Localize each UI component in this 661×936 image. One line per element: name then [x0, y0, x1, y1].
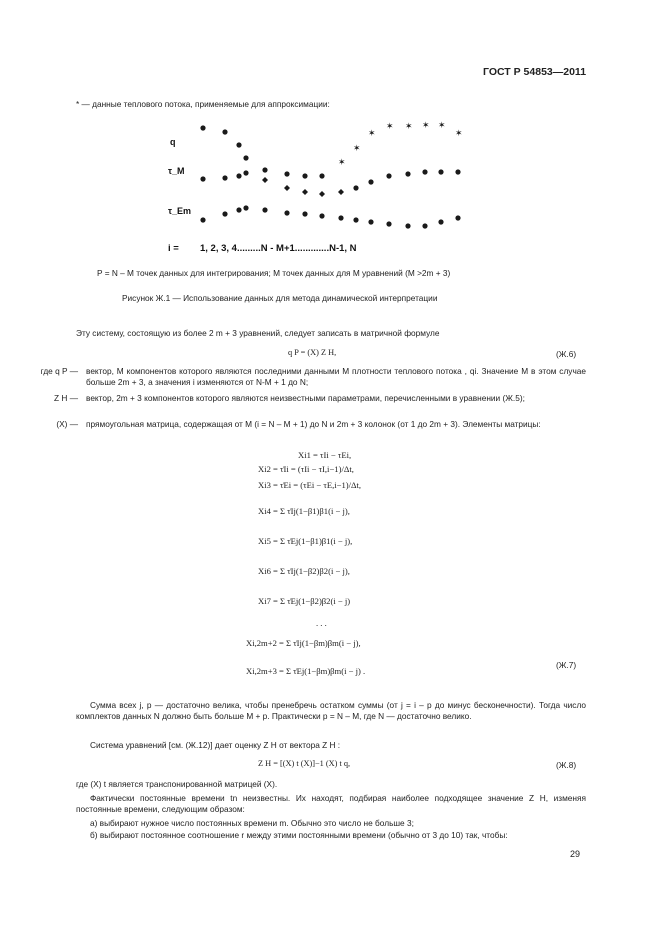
figure-dot-e: [284, 210, 289, 215]
figure-dot-m: [302, 189, 308, 195]
figure-dot-q: [284, 171, 289, 176]
row-label-tau-em: τ_Em: [168, 206, 192, 216]
figure-dot-q: [319, 173, 324, 178]
definition-term: Z H —: [54, 393, 78, 403]
figure-dot-m: [455, 169, 460, 174]
page-number: 29: [570, 849, 581, 859]
figure-dot-e: [422, 223, 427, 228]
figure-footnote: * — данные теплового потока, применяемые для аппроксимации:: [76, 99, 330, 109]
matrix-line: Xi7 = Σ τ̇Ej(1−β2)β2(i − j): [258, 596, 351, 606]
equation-number-zh8: (Ж.8): [556, 760, 577, 770]
sum-paragraph: Сумма всех j, p — достаточно велика, чтобы пренебречь остатком суммы (от j = i – p до минус бесконечности). Тогда число комплектов данных N должно быть больше M + p. Практически p = N – M, где N — достаточно велико.: [76, 700, 586, 722]
figure-dot-m: [284, 185, 290, 191]
figure-dot-q: [200, 125, 205, 130]
definition-term: (X) —: [56, 419, 78, 429]
matrix-elements: [220, 450, 440, 690]
figure-dot-e: [386, 221, 391, 226]
figure-dot-q: [222, 129, 227, 134]
definition-text: прямоугольная матрица, содержащая от M (i = N – M + 1) до N и 2m + 3 колонок (от 1 до 2m + 3). Элементы матрицы:: [86, 419, 541, 429]
figure-dot-e: [302, 211, 307, 216]
figure-dot-e: [368, 219, 373, 224]
equation-zh8: Z H = [(X) t (X)]−1 (X) t q,: [258, 759, 351, 768]
figure-dot-m: [243, 170, 248, 175]
figure-caption: Рисунок Ж.1 — Использование данных для метода динамической интерпретации: [122, 293, 438, 303]
axis-label-i: i =: [168, 243, 179, 254]
matrix-line: Xi3 = τ̇Ei = (τEi − τE,i−1)/Δt,: [258, 480, 362, 490]
matrix-line: Xi5 = Σ τ̇Ej(1−β1)β1(i − j),: [258, 536, 353, 546]
definition-text: вектор, M компонентов которого являются последними данными M плотности теплового потока , qi. Значение M в этом случае больше 2m + 3, а значения i изменяются от N-M + 1 до N;: [86, 366, 586, 388]
figure-dot-e: [405, 223, 410, 228]
figure-dot-e: [262, 207, 267, 212]
transpose-paragraph: где (X) t является транспонированной матрицей (X).: [76, 779, 278, 789]
figure-dot-e: [438, 219, 443, 224]
figure-dot-m: [200, 176, 205, 181]
figure-dot-q: ✶: [455, 129, 463, 139]
figure-dot-q: ✶: [405, 122, 413, 132]
data-points-figure: [160, 110, 480, 260]
figure-dot-q: [243, 155, 248, 160]
figure-dots: [200, 121, 462, 229]
figure-dot-m: [386, 173, 391, 178]
document-header: ГОСТ Р 54853—2011: [483, 66, 587, 78]
figure-dot-q: ✶: [438, 121, 446, 131]
definition-text: вектор, 2m + 3 компонентов которого являются неизвестными параметрами, перечисленными в уравнении (Ж.5);: [86, 393, 525, 403]
equation-number-zh7: (Ж.7): [556, 660, 577, 670]
matrix-line: Xi1 = τIi − τEi,: [298, 450, 352, 460]
figure-dot-e: [236, 207, 241, 212]
figure-dot-q: [236, 142, 241, 147]
matrix-line: Xi,2m+3 = Σ τ̇Ej(1−βm)βm(i − j) .: [246, 666, 366, 676]
figure-dot-e: [222, 211, 227, 216]
figure-dot-m: [319, 191, 325, 197]
time-constants-paragraph: Фактически постоянные времени tn неизвестны. Их находят, подбирая наиболее подходящее значение Z H, изменяя постоянные времени, следующим образом:: [76, 793, 586, 815]
figure-dot-q: [302, 173, 307, 178]
matrix-line: Xi,2m+2 = Σ τ̇Ij(1−βm)βm(i − j),: [246, 638, 361, 648]
system-paragraph: Система уравнений [см. (Ж.12)] дает оценку Z H от вектора Z H :: [90, 740, 341, 750]
figure-legend: P = N – M точек данных для интегрирования; M точек данных для M уравнений (M >2m + 3): [97, 268, 451, 278]
matrix-ellipsis: . . .: [316, 618, 327, 628]
row-label-tau-m: τ_M: [168, 166, 185, 176]
figure-dot-m: [262, 177, 268, 183]
figure-dot-m: [368, 179, 373, 184]
intro-paragraph: Эту систему, состоящую из более 2 m + 3 уравнений, следует записать в матричной формуле: [76, 328, 440, 338]
figure-dot-e: [243, 205, 248, 210]
figure-dot-e: [200, 217, 205, 222]
definition-term: где q P —: [40, 366, 78, 376]
matrix-line: Xi4 = Σ τ̇Ij(1−β1)β1(i − j),: [258, 506, 350, 516]
figure-dot-q: ✶: [368, 129, 376, 139]
figure-dot-e: [338, 215, 343, 220]
row-label-q: q: [170, 137, 176, 147]
matrix-line: Xi6 = Σ τ̇Ij(1−β2)β2(i − j),: [258, 566, 350, 576]
figure-dot-q: ✶: [422, 121, 430, 131]
figure-dot-m: [338, 189, 344, 195]
figure-dot-q: ✶: [386, 122, 394, 132]
list-item-b: б) выбирают постоянное соотношение r между этими постоянными времени (обычно от 3 до 10) так, чтобы:: [90, 830, 508, 840]
figure-dot-e: [353, 217, 358, 222]
matrix-line: Xi2 = τ̇Ii = (τIi − τI,i−1)/Δt,: [258, 464, 354, 474]
figure-dot-m: [438, 169, 443, 174]
figure-dot-m: [405, 171, 410, 176]
figure-dot-e: [455, 215, 460, 220]
figure-dot-q: ✶: [353, 144, 361, 154]
axis-ticks: 1, 2, 3, 4.........N - M+1.............N-1, N: [200, 243, 357, 254]
figure-dot-e: [319, 213, 324, 218]
figure-dot-m: [236, 173, 241, 178]
figure-dot-m: [222, 175, 227, 180]
list-item-a: а) выбирают нужное число постоянных времени m. Обычно это число не больше 3;: [90, 818, 414, 828]
figure-dot-m: [353, 185, 358, 190]
figure-dot-m: [422, 169, 427, 174]
figure-dot-q: [262, 167, 267, 172]
equation-zh6: q P = (X) Z H,: [288, 348, 337, 357]
figure-dot-q: ✶: [338, 158, 346, 168]
equation-number-zh6: (Ж.6): [556, 349, 577, 359]
